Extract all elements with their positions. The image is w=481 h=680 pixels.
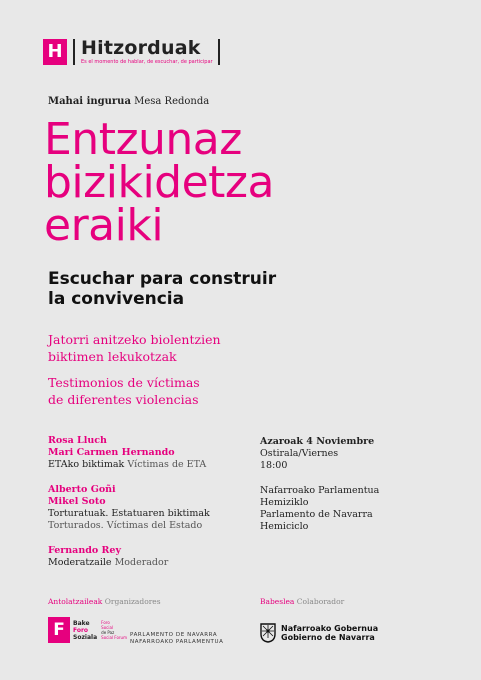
venue-eu-2: Hemiziklo xyxy=(260,497,309,508)
speaker-name: Rosa Lluch xyxy=(48,435,107,446)
parlamento-logo: PARLAMENTO DE NAVARRA NAFARROAKO PARLAMENTUA xyxy=(130,632,224,645)
logo-mark: H xyxy=(43,39,67,65)
venue-es-1: Parlamento de Navarra xyxy=(260,509,373,520)
event-date: Azaroak 4 Noviembre xyxy=(260,436,375,447)
gobierno-logo: Nafarroako Gobernua Gobierno de Navarra xyxy=(260,623,378,643)
event-type-eu: Mahai ingurua xyxy=(48,96,131,107)
subtitle-line-2: la convivencia xyxy=(48,289,185,309)
title-line-1: Entzunaz xyxy=(44,114,242,165)
speaker-name: Alberto Goñi xyxy=(48,484,116,495)
collaborator-label: Babeslea Colaborador xyxy=(260,597,345,606)
venue-eu-1: Nafarroako Parlamentua xyxy=(260,485,380,496)
logo-name: Hitzorduak xyxy=(81,37,201,59)
event-time: 18:00 xyxy=(260,460,288,471)
event-type xyxy=(48,96,209,107)
speaker-role: ETAko biktimak Víctimas de ETA xyxy=(48,459,207,470)
foro-mark: F xyxy=(48,617,70,643)
speaker-role-eu: Torturatuak. Estatuaren biktimak xyxy=(48,508,210,519)
logo-divider-end xyxy=(218,39,220,65)
speaker-role-es: Torturados. Víctimas del Estado xyxy=(48,520,203,531)
foro-social-logo: F Bake Foro Soziala Foro Social de Paz Social Forum xyxy=(48,617,127,643)
logo-divider xyxy=(73,39,75,65)
moderator-name: Fernando Rey xyxy=(48,545,121,556)
event-type-es: Mesa Redonda xyxy=(134,96,210,107)
title-line-3: eraiki xyxy=(44,200,164,251)
subtitle-line-1: Escuchar para construir xyxy=(48,269,277,289)
hitzorduak-logo xyxy=(43,38,220,65)
event-details xyxy=(260,436,379,533)
event-day: Ostirala/Viernes xyxy=(260,448,339,459)
speaker-name: Mari Carmen Hernando xyxy=(48,447,175,458)
venue-es-2: Hemiciclo xyxy=(260,521,309,532)
organizers-label: Antolatzaileak Organizadores xyxy=(48,597,161,606)
speakers-list xyxy=(48,435,210,569)
subtitle xyxy=(48,269,276,309)
title-line-2: bizikidetza xyxy=(44,157,274,208)
description-es: Testimonios de víctimas de diferentes violencias xyxy=(48,375,200,407)
main-title xyxy=(44,114,274,251)
moderator-role: Moderatzaile Moderador xyxy=(48,557,169,568)
description-eu: Jatorri anitzeko biolentzien biktimen lekukotzak xyxy=(48,332,221,364)
logo-tagline: Es el momento de hablar, de escuchar, de participar xyxy=(81,59,213,65)
navarra-shield-icon xyxy=(260,623,276,643)
speaker-name: Mikel Soto xyxy=(48,496,106,507)
